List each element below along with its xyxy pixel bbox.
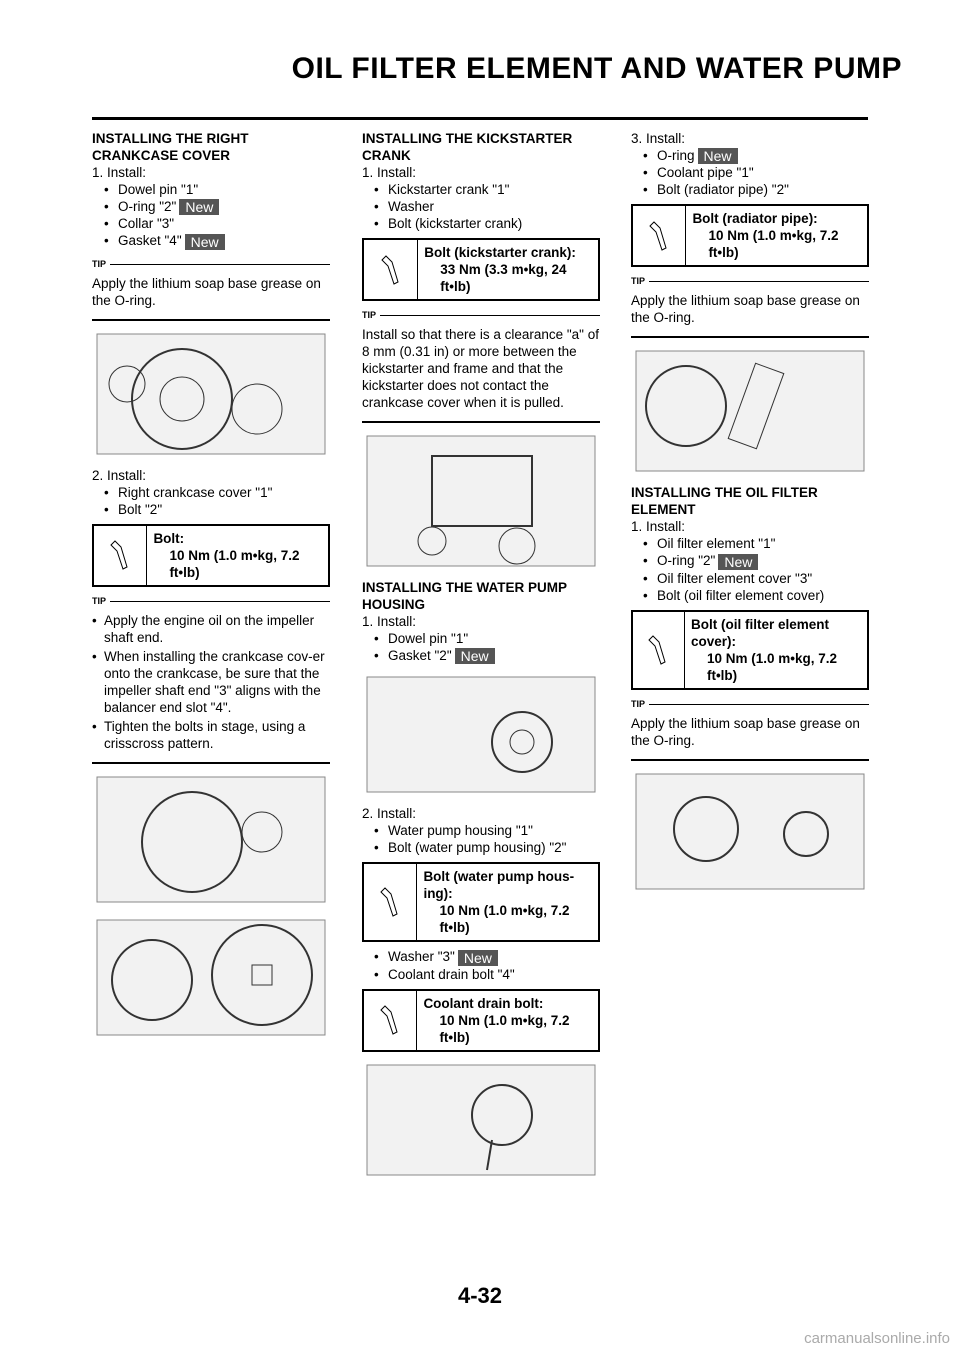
torque-box: Coolant drain bolt: 10 Nm (1.0 m•kg, 7.2 ft•lb)	[362, 989, 600, 1052]
figure-cover-installed	[92, 772, 330, 907]
figure-crankcase-cover	[92, 329, 330, 459]
list-item: • Gasket "4" New	[92, 232, 330, 249]
tip-label: TIP	[631, 276, 646, 287]
tip-block	[92, 256, 330, 321]
watermark: carmanualsonline.info	[804, 1330, 950, 1347]
list-item: • Coolant pipe "1"	[631, 164, 869, 181]
tip-label: TIP	[92, 258, 107, 269]
figure-oil-filter	[631, 769, 869, 894]
tip-label: TIP	[631, 698, 646, 709]
page-title: OIL FILTER ELEMENT AND WATER PUMP	[291, 52, 902, 85]
new-badge: New	[718, 554, 758, 570]
section-heading: INSTALLING THE RIGHT CRANKCASE COVER	[92, 131, 249, 163]
title-rule	[92, 117, 868, 120]
list-item: • Bolt (kickstarter crank)	[362, 215, 600, 232]
list-item: • Bolt (oil filter element cover)	[631, 587, 869, 604]
step-label: 2. Install:	[92, 467, 147, 483]
column-2	[362, 130, 600, 1188]
list-item: • Kickstarter crank "1"	[362, 181, 600, 198]
wrench-icon	[633, 612, 685, 688]
list-item: • Dowel pin "1"	[92, 181, 330, 198]
list-item: • Oil filter element "1"	[631, 535, 869, 552]
list-item: • Water pump housing "1"	[362, 822, 600, 839]
step-label: 1. Install:	[362, 614, 417, 629]
torque-box: Bolt: 10 Nm (1.0 m•kg, 7.2 ft•lb)	[92, 524, 330, 587]
list-item: • Right crankcase cover "1"	[92, 484, 330, 501]
list-item: • Gasket "2" New	[362, 647, 600, 664]
list-item: • Dowel pin "1"	[362, 630, 600, 647]
torque-box: Bolt (kickstarter crank): 33 Nm (3.3 m•kg, 24 ft•lb)	[362, 238, 600, 301]
tip-block: TIP Apply the lithium soap base grease on the O-ring.	[631, 273, 869, 338]
section-heading: INSTALLING THE KICKSTARTER CRANK	[362, 131, 573, 163]
page-number: 4-32	[457, 1283, 503, 1308]
torque-box: Bolt (water pump hous-ing): 10 Nm (1.0 m•kg, 7.2 ft•lb)	[362, 862, 600, 942]
tip-label: TIP	[362, 310, 377, 320]
wrench-icon	[364, 991, 417, 1050]
tip-block: TIP Apply the lithium soap base grease on the O-ring.	[631, 696, 869, 761]
list-item: • O-ring "2" New	[631, 552, 869, 569]
figure-impeller-shaft	[92, 915, 330, 1040]
new-badge: New	[698, 148, 738, 164]
list-item: • Washer	[362, 198, 600, 215]
column-1	[92, 130, 330, 1048]
wrench-icon	[94, 526, 147, 585]
step-label: 2. Install:	[362, 806, 417, 822]
step-label: 1. Install:	[92, 165, 147, 180]
list-item: • O-ring "2" New	[92, 198, 330, 215]
section-heading: INSTALLING THE WATER PUMP HOUSING	[362, 580, 567, 612]
list-item: • Washer "3" New	[362, 948, 600, 965]
torque-box: Bolt (oil filter element cover): 10 Nm (1.0 m•kg, 7.2 ft•lb)	[631, 610, 869, 690]
new-badge: New	[458, 950, 498, 966]
figure-coolant-drain-bolt	[362, 1060, 600, 1180]
torque-box: Bolt (radiator pipe): 10 Nm (1.0 m•kg, 7.2 ft•lb)	[631, 204, 869, 267]
list-item: • Collar "3"	[92, 215, 330, 232]
new-badge: New	[179, 199, 219, 215]
list-item: • Coolant drain bolt "4"	[362, 966, 600, 983]
tip-text: Apply the lithium soap base grease on the O-ring.	[92, 275, 321, 308]
step-label: 3. Install:	[631, 131, 686, 146]
figure-water-pump-gasket	[362, 672, 600, 797]
list-item: • O-ring New	[631, 147, 869, 164]
list-item: • Oil filter element cover "3"	[631, 570, 869, 587]
new-badge: New	[185, 234, 225, 250]
tip-block: TIP • Apply the engine oil on the impeller shaft end. • When installing the crankcase cov-er onto the crankcase, be sure that the impeller shaft end "3" aligns with the balancer end slot "4". • Tighten the bolts in stage, using a crisscross pattern.	[92, 593, 330, 764]
step-label: 1. Install:	[631, 519, 686, 535]
wrench-icon	[364, 240, 418, 299]
figure-coolant-pipe	[631, 346, 869, 476]
column-3	[631, 130, 869, 902]
list-item: • Bolt (water pump housing) "2"	[362, 839, 600, 856]
figure-kickstarter	[362, 431, 600, 571]
wrench-icon	[364, 864, 417, 940]
list-item: • Bolt (radiator pipe) "2"	[631, 181, 869, 198]
list-item: • Bolt "2"	[92, 501, 330, 518]
tip-label: TIP	[92, 595, 107, 606]
section-heading: INSTALLING THE OIL FILTER ELEMENT	[631, 485, 818, 518]
tip-block: TIP Install so that there is a clearance "a" of 8 mm (0.31 in) or more between the kickstarter and frame and that the kickstarter does not contact the crankcase cover when it is pulled.	[362, 307, 600, 423]
new-badge: New	[455, 648, 495, 664]
step-label: 1. Install:	[362, 165, 417, 180]
wrench-icon	[633, 206, 686, 265]
